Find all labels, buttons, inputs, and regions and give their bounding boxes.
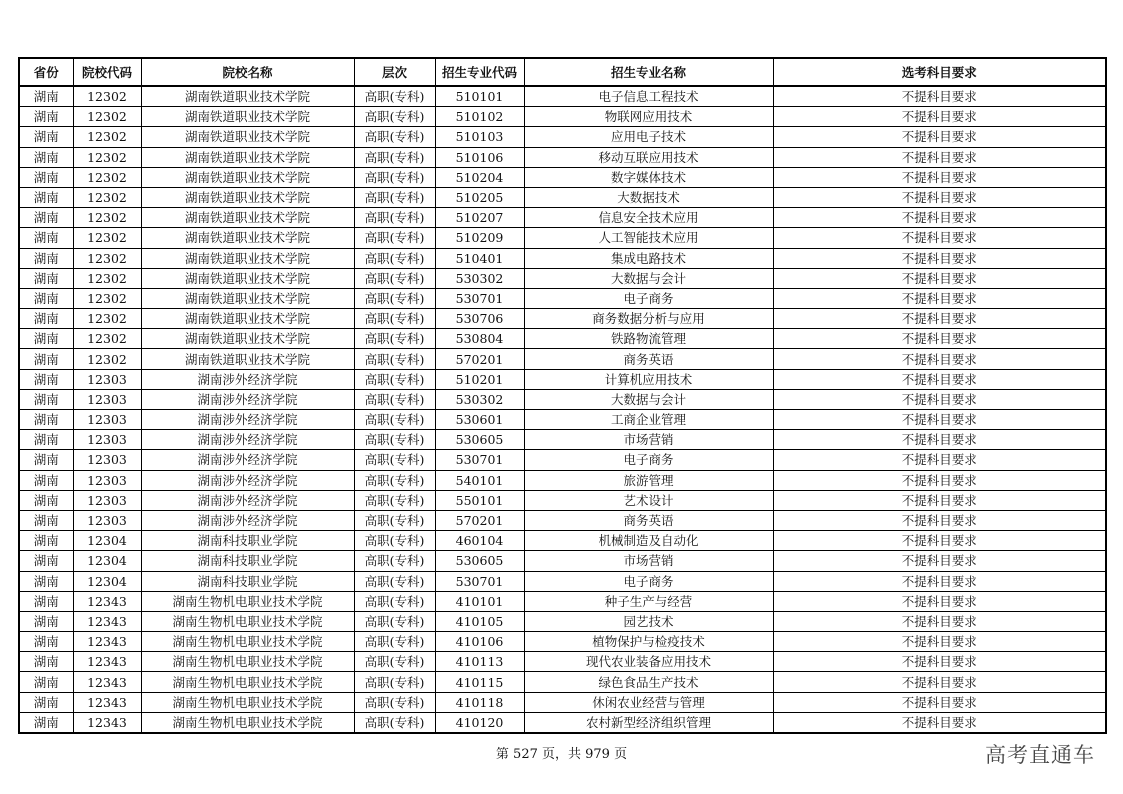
cell-subject-requirement: 不提科目要求 — [773, 490, 1106, 510]
cell-school-name: 湖南生物机电职业技术学院 — [141, 712, 354, 733]
cell-province: 湖南 — [19, 531, 73, 551]
cell-major-name: 电子信息工程技术 — [524, 86, 773, 107]
table-row — [19, 349, 1106, 369]
cell-subject-requirement: 不提科目要求 — [773, 712, 1106, 733]
cell-subject-requirement: 不提科目要求 — [773, 652, 1106, 672]
cell-major-name: 电子商务 — [524, 571, 773, 591]
cell-subject-requirement: 不提科目要求 — [773, 167, 1106, 187]
table-row — [19, 450, 1106, 470]
cell-school-code: 12302 — [73, 167, 141, 187]
header-row — [19, 58, 1106, 86]
cell-subject-requirement: 不提科目要求 — [773, 571, 1106, 591]
cell-major-name: 大数据技术 — [524, 187, 773, 207]
cell-school-code: 12302 — [73, 288, 141, 308]
cell-level: 高职(专科) — [354, 430, 435, 450]
table-row — [19, 470, 1106, 490]
cell-level: 高职(专科) — [354, 611, 435, 631]
cell-major-code: 530701 — [435, 450, 524, 470]
cell-major-code: 410120 — [435, 712, 524, 733]
table-row — [19, 228, 1106, 248]
cell-level: 高职(专科) — [354, 571, 435, 591]
cell-level: 高职(专科) — [354, 107, 435, 127]
cell-school-name: 湖南生物机电职业技术学院 — [141, 611, 354, 631]
cell-province: 湖南 — [19, 329, 73, 349]
table-row — [19, 652, 1106, 672]
cell-major-name: 物联网应用技术 — [524, 107, 773, 127]
cell-major-name: 电子商务 — [524, 450, 773, 470]
cell-province: 湖南 — [19, 692, 73, 712]
cell-school-code: 12302 — [73, 349, 141, 369]
table-row — [19, 167, 1106, 187]
cell-major-code: 510101 — [435, 86, 524, 107]
table-row — [19, 571, 1106, 591]
cell-major-code: 510103 — [435, 127, 524, 147]
cell-province: 湖南 — [19, 288, 73, 308]
cell-level: 高职(专科) — [354, 410, 435, 430]
cell-province: 湖南 — [19, 551, 73, 571]
cell-major-code: 530804 — [435, 329, 524, 349]
cell-school-code: 12343 — [73, 672, 141, 692]
cell-major-code: 410113 — [435, 652, 524, 672]
table-row — [19, 692, 1106, 712]
cell-province: 湖南 — [19, 147, 73, 167]
cell-subject-requirement: 不提科目要求 — [773, 349, 1106, 369]
cell-major-name: 大数据与会计 — [524, 268, 773, 288]
cell-subject-requirement: 不提科目要求 — [773, 430, 1106, 450]
header-subject-requirement: 选考科目要求 — [773, 58, 1106, 86]
cell-school-code: 12303 — [73, 389, 141, 409]
cell-school-name: 湖南铁道职业技术学院 — [141, 309, 354, 329]
cell-subject-requirement: 不提科目要求 — [773, 389, 1106, 409]
table-row — [19, 490, 1106, 510]
cell-major-code: 510205 — [435, 187, 524, 207]
cell-level: 高职(专科) — [354, 652, 435, 672]
cell-province: 湖南 — [19, 309, 73, 329]
cell-province: 湖南 — [19, 349, 73, 369]
cell-subject-requirement: 不提科目要求 — [773, 228, 1106, 248]
cell-school-name: 湖南涉外经济学院 — [141, 450, 354, 470]
cell-province: 湖南 — [19, 208, 73, 228]
cell-subject-requirement: 不提科目要求 — [773, 127, 1106, 147]
cell-school-name: 湖南生物机电职业技术学院 — [141, 591, 354, 611]
table-row — [19, 369, 1106, 389]
cell-major-name: 工商企业管理 — [524, 410, 773, 430]
table-row — [19, 551, 1106, 571]
cell-school-code: 12302 — [73, 329, 141, 349]
table-row — [19, 712, 1106, 733]
cell-subject-requirement: 不提科目要求 — [773, 470, 1106, 490]
table-row — [19, 510, 1106, 530]
table-row — [19, 288, 1106, 308]
cell-major-name: 旅游管理 — [524, 470, 773, 490]
cell-school-name: 湖南铁道职业技术学院 — [141, 268, 354, 288]
cell-major-code: 510106 — [435, 147, 524, 167]
cell-school-code: 12303 — [73, 510, 141, 530]
cell-major-code: 510207 — [435, 208, 524, 228]
cell-major-name: 数字媒体技术 — [524, 167, 773, 187]
cell-school-code: 12304 — [73, 551, 141, 571]
cell-school-name: 湖南生物机电职业技术学院 — [141, 672, 354, 692]
cell-major-code: 410105 — [435, 611, 524, 631]
cell-school-name: 湖南科技职业学院 — [141, 571, 354, 591]
cell-school-code: 12343 — [73, 632, 141, 652]
cell-province: 湖南 — [19, 268, 73, 288]
cell-major-code: 540101 — [435, 470, 524, 490]
cell-major-code: 460104 — [435, 531, 524, 551]
cell-province: 湖南 — [19, 712, 73, 733]
cell-province: 湖南 — [19, 490, 73, 510]
header-major-name: 招生专业名称 — [524, 58, 773, 86]
cell-subject-requirement: 不提科目要求 — [773, 632, 1106, 652]
cell-school-name: 湖南铁道职业技术学院 — [141, 208, 354, 228]
table-row — [19, 248, 1106, 268]
cell-school-name: 湖南铁道职业技术学院 — [141, 127, 354, 147]
cell-school-code: 12343 — [73, 712, 141, 733]
cell-subject-requirement: 不提科目要求 — [773, 551, 1106, 571]
table-body — [19, 86, 1106, 733]
cell-level: 高职(专科) — [354, 551, 435, 571]
cell-province: 湖南 — [19, 107, 73, 127]
cell-major-code: 570201 — [435, 349, 524, 369]
cell-school-name: 湖南铁道职业技术学院 — [141, 86, 354, 107]
cell-school-code: 12343 — [73, 652, 141, 672]
cell-province: 湖南 — [19, 127, 73, 147]
cell-major-name: 种子生产与经营 — [524, 591, 773, 611]
cell-major-name: 移动互联应用技术 — [524, 147, 773, 167]
cell-province: 湖南 — [19, 228, 73, 248]
cell-major-name: 现代农业装备应用技术 — [524, 652, 773, 672]
cell-level: 高职(专科) — [354, 369, 435, 389]
table-row — [19, 611, 1106, 631]
cell-province: 湖南 — [19, 410, 73, 430]
cell-subject-requirement: 不提科目要求 — [773, 147, 1106, 167]
cell-school-code: 12302 — [73, 309, 141, 329]
cell-school-code: 12302 — [73, 208, 141, 228]
cell-level: 高职(专科) — [354, 450, 435, 470]
table-row — [19, 147, 1106, 167]
cell-level: 高职(专科) — [354, 531, 435, 551]
cell-major-code: 410101 — [435, 591, 524, 611]
cell-school-name: 湖南涉外经济学院 — [141, 470, 354, 490]
cell-major-code: 530302 — [435, 389, 524, 409]
cell-school-code: 12303 — [73, 490, 141, 510]
cell-school-name: 湖南涉外经济学院 — [141, 410, 354, 430]
cell-school-code: 12302 — [73, 268, 141, 288]
cell-school-code: 12302 — [73, 187, 141, 207]
cell-province: 湖南 — [19, 652, 73, 672]
cell-major-name: 市场营销 — [524, 430, 773, 450]
cell-major-name: 休闲农业经营与管理 — [524, 692, 773, 712]
cell-major-name: 机械制造及自动化 — [524, 531, 773, 551]
cell-school-code: 12304 — [73, 531, 141, 551]
cell-school-name: 湖南生物机电职业技术学院 — [141, 692, 354, 712]
cell-school-code: 12302 — [73, 107, 141, 127]
cell-major-name: 商务英语 — [524, 349, 773, 369]
cell-major-name: 应用电子技术 — [524, 127, 773, 147]
cell-school-code: 12303 — [73, 430, 141, 450]
cell-major-code: 410115 — [435, 672, 524, 692]
table-row — [19, 187, 1106, 207]
cell-major-name: 信息安全技术应用 — [524, 208, 773, 228]
cell-province: 湖南 — [19, 470, 73, 490]
table-row — [19, 591, 1106, 611]
cell-major-code: 530701 — [435, 288, 524, 308]
cell-province: 湖南 — [19, 369, 73, 389]
cell-subject-requirement: 不提科目要求 — [773, 268, 1106, 288]
cell-major-name: 铁路物流管理 — [524, 329, 773, 349]
cell-school-name: 湖南铁道职业技术学院 — [141, 288, 354, 308]
cell-level: 高职(专科) — [354, 712, 435, 733]
cell-level: 高职(专科) — [354, 692, 435, 712]
cell-major-name: 集成电路技术 — [524, 248, 773, 268]
cell-major-code: 510102 — [435, 107, 524, 127]
table-row — [19, 86, 1106, 107]
cell-school-code: 12303 — [73, 470, 141, 490]
cell-school-name: 湖南涉外经济学院 — [141, 430, 354, 450]
cell-school-code: 12302 — [73, 248, 141, 268]
cell-province: 湖南 — [19, 510, 73, 530]
cell-major-code: 410118 — [435, 692, 524, 712]
cell-major-name: 商务数据分析与应用 — [524, 309, 773, 329]
cell-major-name: 计算机应用技术 — [524, 369, 773, 389]
cell-subject-requirement: 不提科目要求 — [773, 591, 1106, 611]
cell-province: 湖南 — [19, 450, 73, 470]
table-row — [19, 309, 1106, 329]
cell-subject-requirement: 不提科目要求 — [773, 248, 1106, 268]
header-province: 省份 — [19, 58, 73, 86]
cell-level: 高职(专科) — [354, 329, 435, 349]
cell-level: 高职(专科) — [354, 127, 435, 147]
cell-level: 高职(专科) — [354, 288, 435, 308]
cell-level: 高职(专科) — [354, 167, 435, 187]
cell-major-name: 人工智能技术应用 — [524, 228, 773, 248]
cell-province: 湖南 — [19, 611, 73, 631]
table-header — [19, 58, 1106, 86]
cell-level: 高职(专科) — [354, 268, 435, 288]
cell-province: 湖南 — [19, 430, 73, 450]
cell-major-name: 市场营销 — [524, 551, 773, 571]
cell-province: 湖南 — [19, 248, 73, 268]
cell-level: 高职(专科) — [354, 248, 435, 268]
cell-school-name: 湖南铁道职业技术学院 — [141, 147, 354, 167]
cell-level: 高职(专科) — [354, 490, 435, 510]
header-major-code: 招生专业代码 — [435, 58, 524, 86]
header-school-code: 院校代码 — [73, 58, 141, 86]
cell-major-name: 电子商务 — [524, 288, 773, 308]
cell-major-name: 商务英语 — [524, 510, 773, 530]
cell-subject-requirement: 不提科目要求 — [773, 208, 1106, 228]
cell-major-name: 绿色食品生产技术 — [524, 672, 773, 692]
cell-school-code: 12302 — [73, 86, 141, 107]
cell-province: 湖南 — [19, 389, 73, 409]
table-row — [19, 389, 1106, 409]
cell-level: 高职(专科) — [354, 208, 435, 228]
cell-major-code: 550101 — [435, 490, 524, 510]
cell-major-name: 艺术设计 — [524, 490, 773, 510]
cell-major-code: 510204 — [435, 167, 524, 187]
table-row — [19, 268, 1106, 288]
cell-school-code: 12304 — [73, 571, 141, 591]
cell-major-code: 570201 — [435, 510, 524, 530]
cell-major-code: 530706 — [435, 309, 524, 329]
cell-school-code: 12343 — [73, 591, 141, 611]
admission-table — [18, 57, 1107, 734]
cell-province: 湖南 — [19, 86, 73, 107]
header-level: 层次 — [354, 58, 435, 86]
table-row — [19, 127, 1106, 147]
cell-subject-requirement: 不提科目要求 — [773, 531, 1106, 551]
header-school-name: 院校名称 — [141, 58, 354, 86]
cell-major-name: 大数据与会计 — [524, 389, 773, 409]
table-row — [19, 410, 1106, 430]
cell-school-name: 湖南涉外经济学院 — [141, 510, 354, 530]
table-row — [19, 531, 1106, 551]
cell-major-code: 530601 — [435, 410, 524, 430]
cell-school-name: 湖南涉外经济学院 — [141, 389, 354, 409]
cell-school-name: 湖南铁道职业技术学院 — [141, 107, 354, 127]
cell-major-code: 530605 — [435, 430, 524, 450]
cell-province: 湖南 — [19, 672, 73, 692]
cell-province: 湖南 — [19, 632, 73, 652]
cell-major-code: 510209 — [435, 228, 524, 248]
cell-school-name: 湖南铁道职业技术学院 — [141, 187, 354, 207]
cell-subject-requirement: 不提科目要求 — [773, 86, 1106, 107]
cell-school-name: 湖南铁道职业技术学院 — [141, 248, 354, 268]
cell-level: 高职(专科) — [354, 470, 435, 490]
cell-school-code: 12303 — [73, 369, 141, 389]
cell-major-code: 410106 — [435, 632, 524, 652]
cell-school-name: 湖南铁道职业技术学院 — [141, 349, 354, 369]
cell-subject-requirement: 不提科目要求 — [773, 692, 1106, 712]
cell-school-name: 湖南生物机电职业技术学院 — [141, 652, 354, 672]
cell-school-name: 湖南生物机电职业技术学院 — [141, 632, 354, 652]
cell-school-code: 12302 — [73, 147, 141, 167]
cell-level: 高职(专科) — [354, 309, 435, 329]
cell-level: 高职(专科) — [354, 510, 435, 530]
cell-major-name: 植物保护与检疫技术 — [524, 632, 773, 652]
cell-school-name: 湖南涉外经济学院 — [141, 369, 354, 389]
table-row — [19, 208, 1106, 228]
page-number: 第 527 页，共 979 页 — [495, 747, 628, 762]
cell-level: 高职(专科) — [354, 672, 435, 692]
cell-school-name: 湖南铁道职业技术学院 — [141, 228, 354, 248]
cell-school-name: 湖南铁道职业技术学院 — [141, 167, 354, 187]
cell-major-code: 510401 — [435, 248, 524, 268]
cell-major-code: 510201 — [435, 369, 524, 389]
cell-subject-requirement: 不提科目要求 — [773, 369, 1106, 389]
cell-school-code: 12343 — [73, 692, 141, 712]
cell-province: 湖南 — [19, 571, 73, 591]
cell-school-code: 12302 — [73, 228, 141, 248]
cell-level: 高职(专科) — [354, 86, 435, 107]
cell-level: 高职(专科) — [354, 187, 435, 207]
cell-subject-requirement: 不提科目要求 — [773, 187, 1106, 207]
cell-subject-requirement: 不提科目要求 — [773, 672, 1106, 692]
cell-level: 高职(专科) — [354, 632, 435, 652]
cell-level: 高职(专科) — [354, 389, 435, 409]
cell-major-name: 园艺技术 — [524, 611, 773, 631]
cell-school-name: 湖南科技职业学院 — [141, 551, 354, 571]
cell-subject-requirement: 不提科目要求 — [773, 329, 1106, 349]
cell-major-code: 530605 — [435, 551, 524, 571]
table-row — [19, 329, 1106, 349]
cell-province: 湖南 — [19, 167, 73, 187]
cell-subject-requirement: 不提科目要求 — [773, 288, 1106, 308]
cell-level: 高职(专科) — [354, 591, 435, 611]
cell-subject-requirement: 不提科目要求 — [773, 410, 1106, 430]
table-row — [19, 672, 1106, 692]
cell-major-code: 530302 — [435, 268, 524, 288]
cell-major-code: 530701 — [435, 571, 524, 591]
table-row — [19, 107, 1106, 127]
cell-subject-requirement: 不提科目要求 — [773, 450, 1106, 470]
cell-level: 高职(专科) — [354, 349, 435, 369]
watermark: 高考直通车 — [985, 743, 1095, 767]
cell-school-name: 湖南涉外经济学院 — [141, 490, 354, 510]
cell-level: 高职(专科) — [354, 147, 435, 167]
cell-school-code: 12343 — [73, 611, 141, 631]
cell-subject-requirement: 不提科目要求 — [773, 611, 1106, 631]
cell-subject-requirement: 不提科目要求 — [773, 309, 1106, 329]
table-row — [19, 430, 1106, 450]
cell-school-name: 湖南科技职业学院 — [141, 531, 354, 551]
cell-school-code: 12302 — [73, 127, 141, 147]
cell-school-name: 湖南铁道职业技术学院 — [141, 329, 354, 349]
cell-province: 湖南 — [19, 591, 73, 611]
cell-school-code: 12303 — [73, 450, 141, 470]
cell-level: 高职(专科) — [354, 228, 435, 248]
table-row — [19, 632, 1106, 652]
cell-subject-requirement: 不提科目要求 — [773, 510, 1106, 530]
cell-province: 湖南 — [19, 187, 73, 207]
cell-school-code: 12303 — [73, 410, 141, 430]
cell-major-name: 农村新型经济组织管理 — [524, 712, 773, 733]
cell-subject-requirement: 不提科目要求 — [773, 107, 1106, 127]
